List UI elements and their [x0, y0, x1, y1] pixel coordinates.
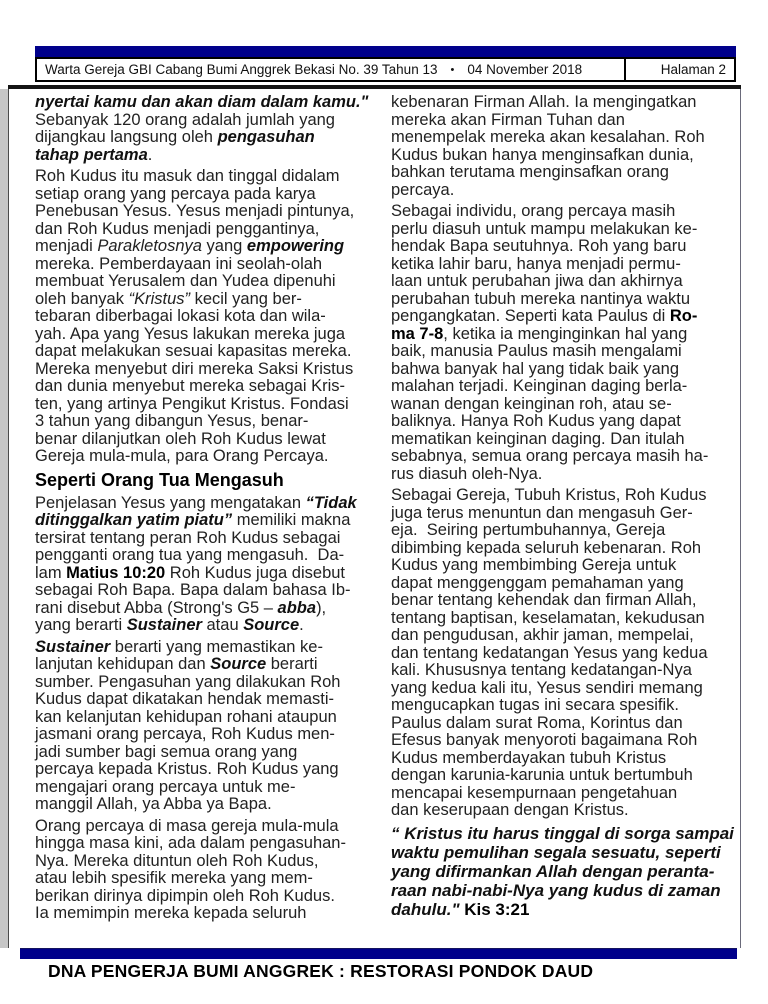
text-line [35, 639, 368, 657]
text-segment: rus diasuh oleh-Nya. [391, 464, 543, 483]
text-line [35, 326, 368, 344]
text-line [391, 823, 734, 843]
text-segment: Kudus bukan hanya menginsafkan dunia, [391, 145, 694, 164]
text-line [35, 238, 368, 256]
text-segment: Matius 10:20 [66, 563, 166, 582]
text-segment: memiliki makna [232, 511, 351, 529]
text-segment: Kis 3:21 [464, 899, 530, 919]
text-segment: ketika lahir baru, hanya menjadi permu- [391, 254, 681, 273]
paragraph [391, 94, 724, 199]
text-line [391, 645, 724, 663]
text-segment: jasmani orang percaya, Roh Kudus men- [35, 725, 335, 743]
text-segment: tahap pertama [35, 145, 148, 164]
text-segment: “Kristus” [128, 289, 190, 308]
text-segment: lam [35, 563, 67, 582]
text-line [35, 94, 368, 112]
text-line [391, 466, 724, 484]
text-line [391, 732, 724, 750]
paragraph [35, 94, 368, 164]
text-segment: . [299, 616, 304, 634]
text-segment: Roh Kudus juga disebut [165, 563, 346, 582]
text-line [35, 186, 368, 204]
text-segment: abba [277, 598, 317, 617]
text-segment: waktu pemulihan segala sesuatu, seperti [391, 842, 721, 862]
text-segment: manggil Allah, ya Abba ya Bapa. [35, 795, 272, 813]
text-line [35, 361, 368, 379]
text-segment: empowering [246, 237, 345, 255]
text-segment: Paulus dalam surat Roma, Korintus dan [391, 713, 683, 732]
text-line [35, 147, 368, 165]
newsletter-masthead [37, 59, 624, 80]
text-segment: mereka akan Firman Tuhan dan [391, 110, 625, 129]
newsletter-date: 04 November 2018 [467, 62, 583, 77]
text-line [35, 582, 368, 600]
text-line [391, 291, 724, 309]
text-segment: yang difirmankan Allah dengan peranta- [391, 861, 715, 881]
text-segment: ), [316, 598, 327, 617]
text-segment: yang kedua kali itu, Yesus sendiri memang [391, 678, 703, 697]
text-line [35, 691, 368, 709]
text-line [391, 203, 724, 221]
text-segment: dan pengudusan, akhir jaman, mempelai, [391, 626, 694, 644]
text-line [391, 164, 724, 182]
text-segment: Ia memimpin mereka kepada seluruh [35, 904, 307, 922]
text-line [35, 761, 368, 779]
text-line [35, 448, 368, 466]
text-line [391, 540, 724, 558]
text-segment: mereka. Pemberdayaan ini seolah-olah [35, 254, 323, 273]
text-segment: sebabnya, semua orang percaya masih ha- [391, 447, 709, 465]
text-line [391, 487, 724, 505]
text-line [35, 221, 368, 239]
text-segment: berarti yang memastikan ke- [110, 637, 323, 656]
text-segment: kebenaran Firman Allah. Ia mengingatkan [391, 93, 697, 111]
text-line [391, 431, 724, 449]
text-segment: Penjelasan Yesus yang mengatakan [35, 493, 306, 512]
text-line [35, 617, 368, 635]
text-line [391, 147, 724, 165]
text-segment: dengan karunia-karunia untuk bertumbuh [391, 766, 693, 784]
text-segment: Mereka menyebut diri mereka Saksi Kristus [35, 359, 354, 378]
text-segment: benar tentang kehendak dan firman Allah, [391, 591, 697, 609]
text-segment: jadi sumber bagi semua orang yang [35, 742, 298, 761]
text-segment: dan Roh Kudus menjadi penggantinya, [35, 219, 320, 238]
text-segment: dan dunia menyebut mereka sebagai Kris- [35, 377, 346, 395]
text-segment: berikan dirinya dipimpin oleh Roh Kudus. [35, 886, 335, 905]
text-line [391, 129, 724, 147]
text-line [391, 750, 724, 768]
text-line [35, 413, 368, 431]
text-segment: Source [210, 655, 267, 673]
article-body [8, 89, 741, 948]
text-segment: kan kelanjutan kehidupan rohani ataupun [35, 707, 337, 726]
text-segment: . [147, 145, 153, 164]
text-line [391, 308, 724, 326]
paragraph [391, 203, 724, 483]
text-line [35, 431, 368, 449]
text-line [391, 557, 724, 575]
text-segment: Ro- [669, 307, 698, 325]
text-segment: Kudus memberdayakan tubuh Kristus [391, 748, 667, 767]
text-line [35, 853, 368, 871]
text-line [35, 709, 368, 727]
text-segment: Sebagai Gereja, Tubuh Kristus, Roh Kudus [391, 486, 707, 504]
text-line [35, 308, 368, 326]
header-accent-bar [35, 46, 736, 57]
text-segment: mencapai kesempurnaan pengetahuan [391, 783, 678, 802]
text-segment: sumber. Pengasuhan yang dilakukan Roh [35, 672, 341, 691]
text-line [391, 715, 724, 733]
text-line [391, 182, 724, 200]
paragraph [35, 495, 368, 635]
section-heading: Seperti Orang Tua Mengasuh [35, 469, 284, 490]
scripture-quote [391, 823, 734, 919]
text-segment: bahwa banyak hal yang tidak baik yang [391, 359, 680, 378]
text-segment: ditinggalkan yatim piatu” [35, 511, 233, 529]
text-line [391, 680, 724, 698]
text-line [35, 656, 368, 674]
text-line [391, 785, 724, 803]
text-segment: bahkan terutama menginsafkan orang [391, 163, 669, 181]
text-line [35, 600, 368, 618]
text-segment: eja. Seiring pertumbuhannya, Gereja [391, 521, 666, 539]
text-line [35, 905, 368, 923]
text-line [35, 512, 368, 530]
text-segment: Parakletosnya [97, 237, 202, 255]
text-line [35, 129, 368, 147]
text-segment: menempelak mereka akan kesalahan. Roh [391, 128, 705, 146]
text-segment: 3 tahun yang dibangun Yesus, benar- [35, 412, 309, 430]
text-segment: Orang percaya di masa gereja mula-mula [35, 816, 339, 835]
text-segment: kali. Khususnya tentang kedatangan-Nya [391, 661, 692, 679]
text-segment: dibimbing kepada seluruh kebenaran. Roh [391, 538, 702, 557]
text-segment: dapat menggenggam pemahaman yang [391, 573, 684, 592]
text-segment: yah. Apa yang Yesus lakukan mereka juga [35, 324, 346, 343]
text-segment: hendak Bapa seutuhnya. Roh yang baru [391, 237, 687, 255]
text-line [391, 326, 724, 344]
text-line [35, 112, 368, 130]
text-line [35, 256, 368, 274]
text-segment: dapat melakukan sesuai kapasitas mereka. [35, 342, 352, 360]
text-segment: baik, manusia Paulus masih mengalami [391, 342, 682, 360]
footer-slogan: DNA PENGERJA BUMI ANGGREK : RESTORASI PONDOK DAUD [48, 961, 594, 981]
text-line [35, 273, 368, 291]
text-line [391, 112, 724, 130]
paragraph [35, 168, 368, 466]
text-segment: Sebagai individu, orang percaya masih [391, 202, 676, 220]
column-right [391, 93, 734, 948]
text-segment: dan tentang kedatangan Yesus yang kedua [391, 643, 708, 662]
text-line [391, 802, 724, 820]
text-segment: ten, yang artinya Pengikut Kristus. Fondasi [35, 394, 349, 413]
header-box [35, 57, 736, 82]
text-segment: Roh Kudus itu masuk dan tinggal didalam [35, 167, 340, 185]
text-segment: nyertai kamu dan akan diam dalam kamu." [35, 93, 369, 111]
text-segment: kecil yang ber- [190, 289, 302, 308]
text-line [35, 818, 368, 836]
paragraph [391, 487, 724, 820]
text-segment: pengangkatan. Seperti kata Paulus di [391, 307, 670, 325]
text-segment: benar dilanjutkan oleh Roh Kudus lewat [35, 429, 326, 448]
paragraph [35, 818, 368, 923]
text-segment: pengganti orang tua yang mengasuh. Da- [35, 546, 345, 564]
text-line [391, 238, 724, 256]
text-line [391, 575, 724, 593]
text-segment: Sustainer [126, 616, 202, 634]
text-segment: Sustainer [35, 637, 111, 656]
text-segment: baliknya. Hanya Roh Kudus yang dapat [391, 412, 681, 430]
text-line [391, 256, 724, 274]
text-segment: mengajari orang percaya untuk me- [35, 777, 296, 796]
newsletter-title: Warta Gereja GBI Cabang Bumi Anggrek Bekasi No. 39 Tahun 13 [45, 62, 438, 77]
text-segment: “Tidak [305, 493, 357, 512]
text-segment: dijangkau langsung oleh [35, 128, 218, 146]
text-segment: sebagai Roh Bapa. Bapa dalam bahasa Ib- [35, 581, 351, 599]
text-segment: mematikan keinginan daging. Dan itulah [391, 429, 685, 448]
text-line [391, 843, 724, 862]
text-segment: menjadi [35, 237, 98, 255]
text-segment: Efesus banyak menyoroti bagaimana Roh [391, 731, 698, 749]
text-segment: dahulu." [391, 899, 465, 919]
text-line [35, 796, 368, 814]
text-line [391, 448, 724, 466]
text-line [35, 835, 368, 853]
text-segment: Sebanyak 120 orang adalah jumlah yang [35, 110, 335, 129]
text-line [391, 361, 724, 379]
text-segment: percaya. [391, 180, 455, 199]
text-line [391, 627, 724, 645]
text-line [391, 862, 724, 881]
text-segment: perlu diasuh untuk mampu melakukan ke- [391, 219, 698, 238]
text-line [391, 273, 724, 291]
text-segment: setiap orang yang percaya pada karya [35, 184, 316, 203]
text-segment: tebaran diberbagai lokasi kota dan wila- [35, 307, 326, 325]
page-number: Halaman 2 [624, 59, 734, 80]
text-segment: percaya kepada Kristus. Roh Kudus yang [35, 760, 339, 778]
text-segment: laan untuk perubahan jiwa dan akhirnya [391, 272, 683, 290]
text-segment: dan keserupaan dengan Kristus. [391, 801, 629, 819]
text-line [35, 565, 368, 583]
text-line [391, 505, 724, 523]
text-segment: berarti [266, 655, 318, 673]
text-segment: Nya. Mereka dituntun oleh Roh Kudus, [35, 851, 319, 870]
text-segment: Kudus yang membimbing Gereja untuk [391, 556, 677, 574]
text-line [35, 530, 368, 548]
text-segment: hingga masa kini, ada dalam pengasuhan- [35, 834, 346, 852]
text-line [391, 94, 724, 112]
column-left [35, 94, 368, 948]
text-line [391, 378, 724, 396]
text-segment: pengasuhan [217, 128, 315, 146]
text-line [35, 343, 368, 361]
footer-accent-bar [20, 948, 737, 959]
text-line [35, 744, 368, 762]
paragraph [35, 639, 368, 814]
text-line [391, 221, 724, 239]
text-segment: wanan dengan keinginan roh, atau se- [391, 394, 672, 413]
text-segment: “ Kristus itu harus tinggal di sorga sampai [391, 823, 734, 843]
text-segment: Source [243, 616, 300, 634]
text-line [35, 674, 368, 692]
text-line [391, 413, 724, 431]
text-line [391, 900, 724, 919]
text-segment: mengucapkan tugas ini secara spesifik. [391, 696, 679, 714]
text-line [35, 870, 368, 888]
text-line [35, 726, 368, 744]
text-segment: yang [201, 237, 247, 255]
text-line [391, 610, 724, 628]
text-line [35, 168, 368, 186]
text-segment: atau [201, 616, 244, 634]
text-segment: juga terus menuntun dan mengasuh Ger- [391, 503, 693, 522]
text-line [35, 396, 368, 414]
text-line [391, 881, 724, 900]
text-segment: perubahan tubuh mereka nantinya waktu [391, 289, 691, 308]
text-line [391, 592, 724, 610]
text-segment: ma 7-8 [391, 324, 444, 343]
header-bullet: • [450, 63, 455, 76]
text-line [35, 779, 368, 797]
text-line [35, 888, 368, 906]
text-segment: raan nabi-nabi-Nya yang kudus di zaman [391, 880, 721, 900]
text-segment: Kudus dapat dikatakan hendak memasti- [35, 690, 335, 708]
text-line [35, 203, 368, 221]
text-segment: membuat Yerusalem dan Yudea dipenuhi [35, 272, 336, 290]
text-segment: Gereja mula-mula, para Orang Percaya. [35, 447, 329, 465]
text-segment: yang berarti [35, 616, 127, 634]
text-segment: , ketika ia menginginkan hal yang [443, 324, 688, 343]
text-segment: tersirat tentang peran Roh Kudus sebagai [35, 528, 341, 547]
text-line [35, 547, 368, 565]
text-line [391, 522, 724, 540]
text-line [35, 495, 368, 513]
text-segment: lanjutan kehidupan dan [35, 655, 211, 673]
text-line [391, 662, 724, 680]
text-segment: oleh banyak [35, 289, 129, 308]
text-segment: malahan terjadi. Keinginan daging berla- [391, 377, 688, 395]
text-line [391, 343, 724, 361]
text-line [35, 378, 368, 396]
text-line [391, 697, 724, 715]
text-segment: atau lebih spesifik mereka yang mem- [35, 869, 313, 887]
text-segment: Penebusan Yesus. Yesus menjadi pintunya, [35, 202, 355, 220]
text-segment: rani disebut Abba (Strong's G5 – [35, 598, 278, 617]
text-segment: tentang baptisan, keselamatan, kekudusan [391, 608, 705, 627]
text-line [391, 767, 724, 785]
text-line [35, 291, 368, 309]
text-line [391, 396, 724, 414]
